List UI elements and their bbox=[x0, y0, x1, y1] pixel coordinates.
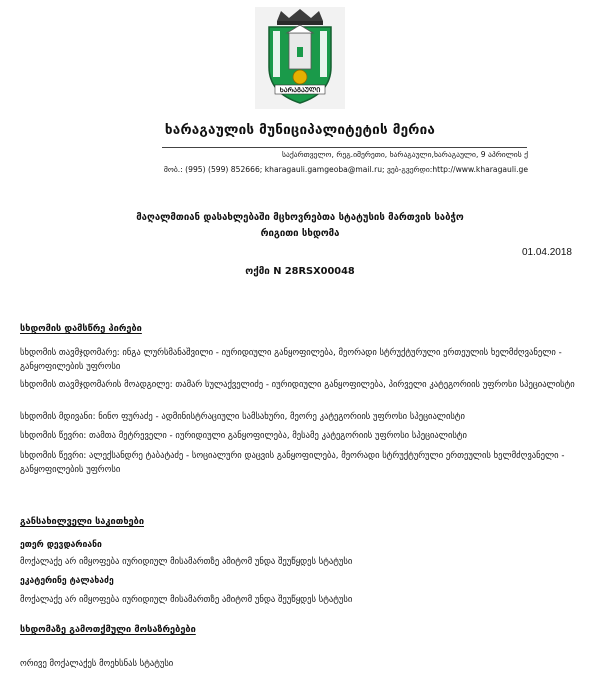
document-date: 01.04.2018 bbox=[521, 247, 572, 258]
coat-of-arms-icon bbox=[255, 7, 345, 109]
opinion-text: ორივე მოქალაქეს მოეხსნას სტატუსი bbox=[20, 659, 174, 669]
opinions-section-title: სხდომაზე გამოთქმული მოსაზრებები bbox=[20, 624, 196, 635]
attendee-member-2: სხდომის წევრი: ალექსანდრე ტაბატაძე - სოციალური დაცვის განყოფილება, მეორადი სტრუქტურული ერთეულის ხელმძღვანელი - განყოფილების უფროსი bbox=[20, 451, 565, 475]
case-text-1: მოქალაქე არ იმყოფება იურიდიულ მისამართზე ამიტომ უნდა შეუწყდეს სტატუსი bbox=[20, 557, 353, 567]
header-divider bbox=[162, 147, 527, 148]
svg-text:ᲮᲐᲠᲐᲒᲐᲣᲚᲘ: ᲮᲐᲠᲐᲒᲐᲣᲚᲘ bbox=[279, 86, 321, 94]
cases-section-title: განსახილველი საკითხები bbox=[20, 516, 144, 527]
session-type: რიგითი სხდომა bbox=[260, 228, 340, 239]
organization-title: ხარაგაულის მუნიციპალიტეტის მერია bbox=[164, 122, 436, 138]
council-heading: მაღალმთიან დასახლებაში მცხოვრებთა სტატუსის მართვის საბჭო bbox=[136, 212, 464, 223]
case-text-2: მოქალაქე არ იმყოფება იურიდიულ მისამართზე ამიტომ უნდა შეუწყდეს სტატუსი bbox=[20, 595, 353, 605]
municipality-coat-of-arms bbox=[255, 7, 345, 109]
case-name-2: ეკატერინე ტალახაძე bbox=[20, 576, 114, 586]
attendee-member-1: სხდომის წევრი: თამთა მეტრეველი - იურიდიული განყოფილება, მესამე კატეგორიის უფროსი სპეციალისტი bbox=[20, 431, 467, 441]
attendee-chair: სხდომის თავმჯდომარე: ინგა ლურსმანაშვილი - იურიდიული განყოფილება, მეორადი სტრუქტურული ერთეულის ხელმძღვანელი - განყოფილების უფროსი bbox=[20, 348, 562, 372]
attendee-secretary: სხდომის მდივანი: ნინო ფურაძე - ადმინისტრაციული სამსახური, მეორე კატეგორიის უფროსი სპეციალისტი bbox=[20, 412, 465, 422]
attendee-deputy-chair: სხდომის თავმჯდომარის მოადგილე: თამარ სულაქველიძე - იურიდიული განყოფილება, პირველი კატეგორიის უფროსი სპეციალისტი bbox=[20, 380, 575, 390]
organization-contacts: მობ.: (995) (599) 852666; kharagauli.gamgeoba@mail.ru; ვებ-გვერდი:http://www.kharagauli.ge bbox=[163, 165, 528, 174]
attendees-section-title: სხდომის დამსწრე პირები bbox=[20, 323, 142, 334]
protocol-number: ოქმი N 28RSX00048 bbox=[245, 266, 355, 277]
organization-address: საქართველო, რეგ.იმერეთი, ხარაგაული,ხარაგაული, 9 აპრილის ქ bbox=[282, 150, 528, 159]
case-name-1: ეთერ დევდარიანი bbox=[20, 540, 102, 550]
